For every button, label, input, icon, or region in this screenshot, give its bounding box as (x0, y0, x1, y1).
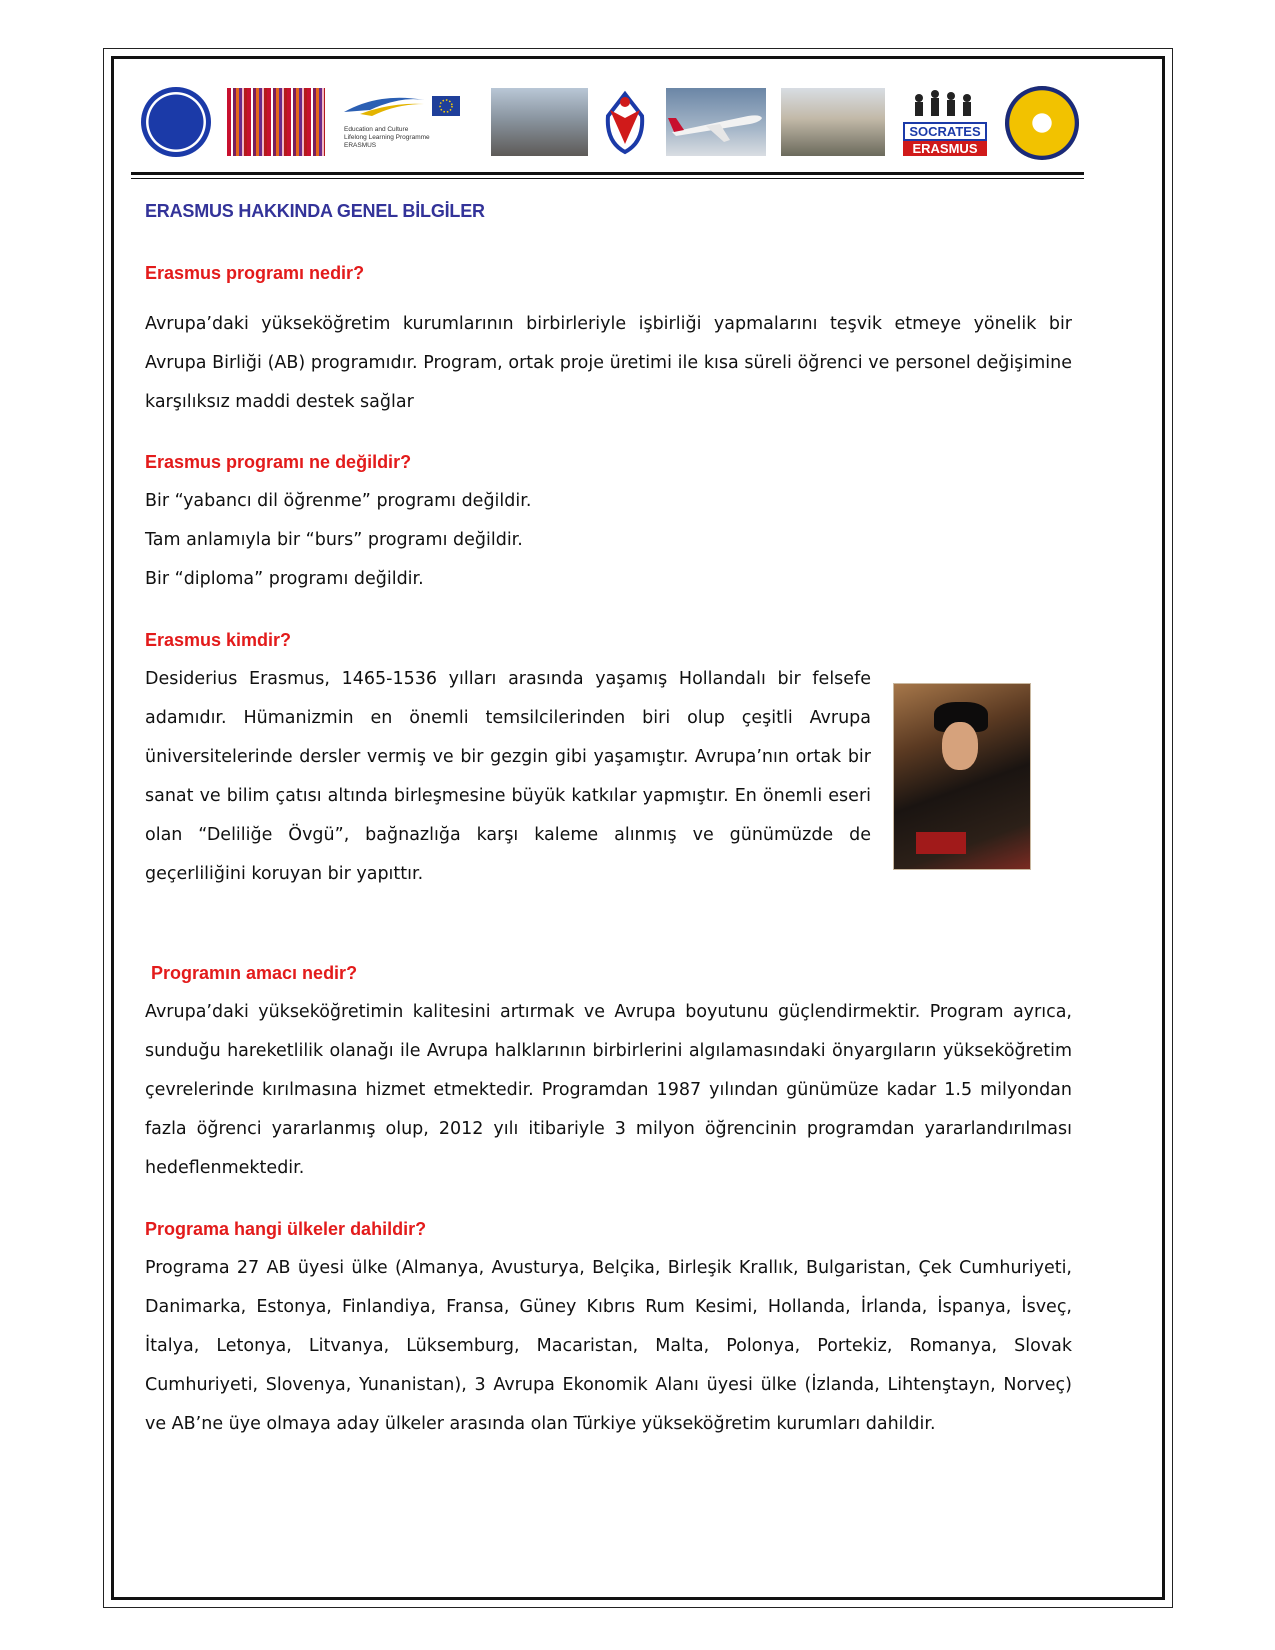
llp-logo-text: Education and Culture Lifelong Learning Programme ERASMUS (344, 126, 430, 149)
erasmus-text: ERASMUS (903, 141, 987, 156)
section-paragraph-countries: Programa 27 AB üyesi ülke (Almanya, Avusturya, Belçika, Birleşik Krallık, Bulgaristan, Çek Cumhuriyeti, Danimarka, Estonya, Finlandiya, Fransa, Güney Kıbrıs Rum Kesimi, Hollanda, İrlanda, İspanya, İsveç, İtalya, Letonya, Litvanya, Lüksemburg, Macaristan, Malta, Polonya, Portekiz, Romanya, Slovak Cumhuriyeti, Slovenya, Yunanistan), 3 Avrupa Ekonomik Alanı üyesi ülke (İzlanda, Lihtenştayn, Norveç) ve AB’ne üye olmaya aday ülkeler arasında olan Türkiye yükseköğretim kurumları dahildir. (145, 1258, 1072, 1434)
section-heading-who-is-erasmus: Erasmus kimdir? (145, 630, 292, 650)
figure-emblem-icon (600, 88, 650, 156)
page-title: ERASMUS HAKKINDA GENEL BİLGİLER (145, 201, 485, 221)
university-seal-logo (141, 87, 211, 157)
stripes-logo (227, 88, 325, 156)
list-item: Bir “yabancı dil öğrenme” programı değildir. (145, 491, 532, 511)
section-heading-what-is-not: Erasmus programı ne değildir? (145, 452, 412, 472)
section-heading-countries: Programa hangi ülkeler dahildir? (145, 1219, 427, 1239)
socrates-text: SOCRATES (903, 122, 987, 141)
portrait-book (916, 832, 966, 854)
socrates-erasmus-logo (899, 88, 991, 156)
socrates-figures-icon (899, 88, 991, 118)
llp-swoosh-icon (340, 88, 466, 122)
figure-emblem-logo (600, 88, 650, 156)
airplane-icon (666, 88, 766, 156)
header-divider-thick (131, 172, 1084, 175)
section-paragraph-who-is-erasmus: Desiderius Erasmus, 1465-1536 yılları arasında yaşamış Hollandalı bir felsefe adamıdır. Hümanizmin en önemli temsilcilerinden biri olup çeşitli Avrupa üniversitelerinde dersler vermiş ve bir gezgin gibi yaşamıştır. Avrupa’nın ortak bir sanat ve bilim çatısı altında birleşmesine büyük katkılar yapmıştır. En önemli eseri olan “Deliliğe Övgü”, bağnazlığa karşı kaleme alınmış ve günümüzde de geçerliliğini koruyan bir yapıttır. (145, 669, 871, 884)
airplane-photo (666, 88, 766, 156)
section-heading-program-goal: Programın amacı nedir? (151, 963, 358, 983)
group-photo (781, 88, 885, 156)
list-item: Bir “diploma” programı değildir. (145, 569, 424, 589)
portrait-face (942, 722, 978, 770)
section-paragraph-what-is: Avrupa’daki yükseköğretim kurumlarının birbirleriyle işbirliği yapmalarını teşvik etmeye yönelik bir Avrupa Birliği (AB) programıdır. Program, ortak proje üretimi ile kısa süreli öğrenci ve personel değişimine karşılıksız maddi destek sağlar (145, 314, 1072, 412)
erasmus-portrait-image (893, 683, 1031, 870)
header-divider-thin (131, 178, 1084, 179)
list-item: Tam anlamıyla bir “burs” programı değildir. (145, 530, 523, 550)
round-emblem-logo (1005, 86, 1079, 160)
llp-logo (340, 88, 466, 160)
section-heading-what-is: Erasmus programı nedir? (145, 263, 365, 283)
section-paragraph-program-goal: Avrupa’daki yükseköğretimin kalitesini artırmak ve Avrupa boyutunu güçlendirmektir. Program ayrıca, sunduğu hareketlilik olanağı ile Avrupa halklarının birbirlerini algılamasındaki önyargıların yükseköğretim çevrelerinde kırılmasına hizmet etmektedir. Programdan 1987 yılından günümüze kadar 1.5 milyondan fazla öğrenci yararlanmış olup, 2012 yılı itibariyle 3 milyon öğrencinin programdan yararlandırılması hedeflenmektedir. (145, 1002, 1072, 1178)
students-photo (491, 88, 588, 156)
